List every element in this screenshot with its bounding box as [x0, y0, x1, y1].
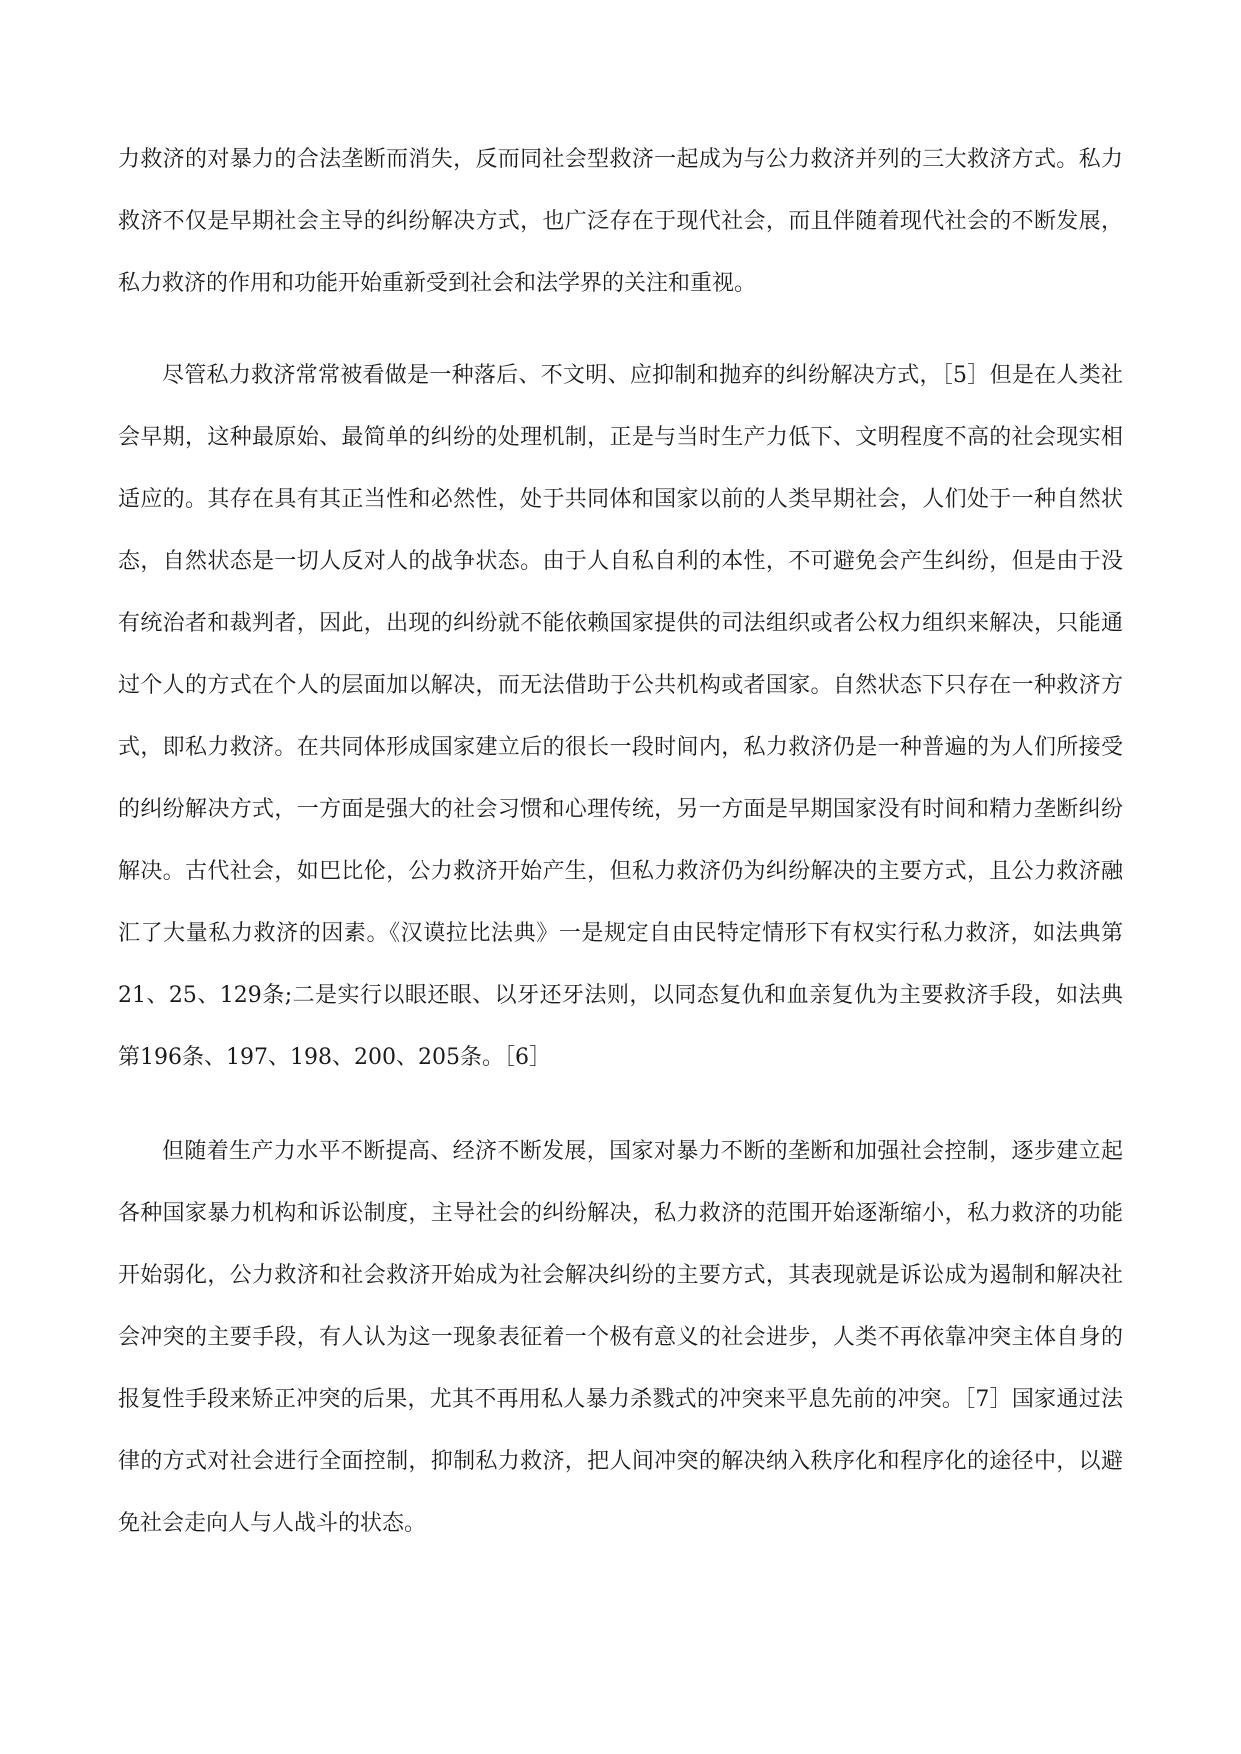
paragraph-3: 但随着生产力水平不断提高、经济不断发展，国家对暴力不断的垄断和加强社会控制，逐步建立起各种国家暴力机构和诉讼制度，主导社会的纠纷解决，私力救济的范围开始逐渐缩小，私力救济的功能开始弱化，公力救济和社会救济开始成为社会解决纠纷的主要方式，其表现就是诉讼成为遏制和解决社会冲突的主要手段，有人认为这一现象表征着一个极有意义的社会进步，人类不再依靠冲突主体自身的报复性手段来矫正冲突的后果，尤其不再用私人暴力杀戮式的冲突来平息先前的冲突。［7］国家通过法律的方式对社会进行全面控制，抑制私力救济，把人间冲突的解决纳入秩序化和程序化的途径中，以避免社会走向人与人战斗的状态。 — [118, 1139, 1123, 1536]
paragraph-1: 力救济的对暴力的合法垄断而消失，反而同社会型救济一起成为与公力救济并列的三大救济方式。私力救济不仅是早期社会主导的纠纷解决方式，也广泛存在于现代社会，而且伴随着现代社会的不断发展，私力救济的作用和功能开始重新受到社会和法学界的关注和重视。 — [118, 147, 1123, 296]
paragraph-2: 尽管私力救济常常被看做是一种落后、不文明、应抑制和抛弃的纠纷解决方式，［5］但是在人类社会早期，这种最原始、最简单的纠纷的处理机制，正是与当时生产力低下、文明程度不高的社会现实相适应的。其存在具有其正当性和必然性，处于共同体和国家以前的人类早期社会，人们处于一种自然状态，自然状态是一切人反对人的战争状态。由于人自私自利的本性，不可避免会产生纠纷，但是由于没有统治者和裁判者，因此，出现的纠纷就不能依赖国家提供的司法组织或者公权力组织来解决，只能通过个人的方式在个人的层面加以解决，而无法借助于公共机构或者国家。自然状态下只存在一种救济方式，即私力救济。在共同体形成国家建立后的很长一段时间内，私力救济仍是一种普遍的为人们所接受的纠纷解决方式，一方面是强大的社会习惯和心理传统，另一方面是早期国家没有时间和精力垄断纠纷解决。古代社会，如巴比伦，公力救济开始产生，但私力救济仍为纠纷解决的主要方式，且公力救济融汇了大量私力救济的因素。《汉谟拉比法典》一是规定自由民特定情形下有权实行私力救济，如法典第21、25、129条;二是实行以眼还眼、以牙还牙法则，以同态复仇和血亲复仇为主要救济手段，如法典第196条、197、198、200、205条。［6］ — [118, 363, 1123, 1070]
